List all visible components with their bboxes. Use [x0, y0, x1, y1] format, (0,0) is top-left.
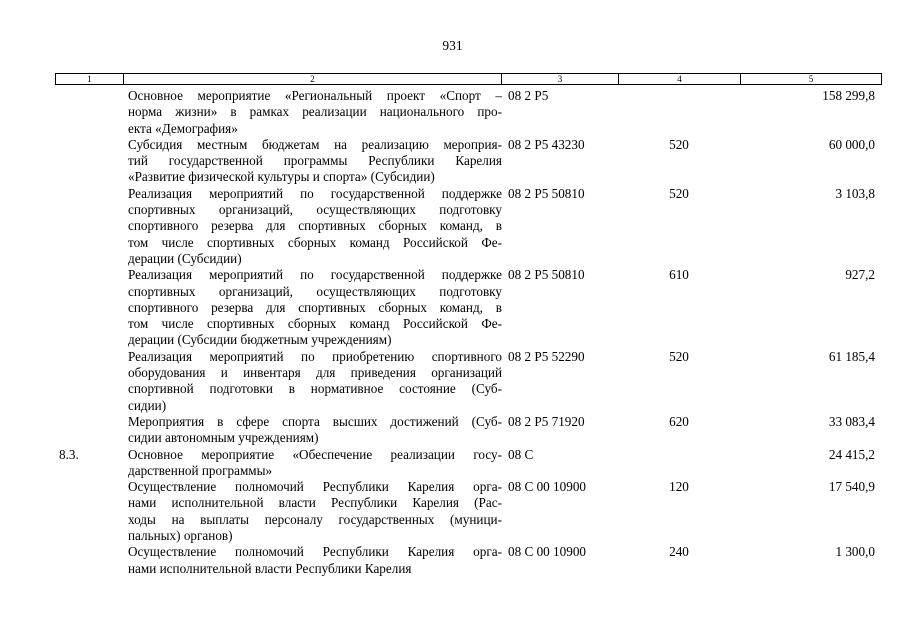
- row-name-line: спортивных организаций, осуществляющих подготовку: [128, 283, 502, 299]
- table-row: [55, 137, 881, 186]
- row-name-line: Реализация мероприятий по приобретению спортивного: [128, 348, 502, 364]
- row-name-line: спортивного резерва для спортивных сборных команд, в: [128, 218, 502, 234]
- column-number-header: [55, 73, 882, 85]
- table-row: [55, 414, 881, 447]
- row-name-line: Основное мероприятие «Региональный проект «Спорт –: [128, 88, 502, 103]
- row-name-line: сидии): [128, 397, 167, 413]
- row-name: [128, 414, 502, 447]
- column-number-5: 5: [741, 74, 882, 85]
- row-name-line: «Развитие физической культуры и спорта» (Субсидии): [128, 169, 435, 185]
- row-name-line: норма жизни» в рамках реализации национального про-: [128, 104, 502, 120]
- row-name-line: том числе спортивных сборных команд Российской Фе-: [128, 316, 502, 332]
- row-name-line: сидии автономным учреждениям): [128, 430, 319, 446]
- row-name: [128, 267, 502, 348]
- row-expense-type: 620: [669, 413, 689, 429]
- row-code: 08 2 P5 50810: [508, 185, 585, 201]
- row-name-line: нами исполнительной власти Республики Карелия: [128, 560, 412, 576]
- row-amount: 3 103,8: [835, 185, 875, 201]
- row-name: [128, 349, 502, 414]
- row-amount: 17 540,9: [828, 479, 875, 495]
- page-number: 931: [442, 38, 463, 53]
- row-name-line: тий государственной программы Республики Карелия: [128, 153, 502, 169]
- row-amount: 158 299,8: [822, 88, 875, 103]
- row-name: [128, 137, 502, 186]
- row-amount: 927,2: [845, 267, 875, 283]
- row-code: 08 2 P5 43230: [508, 136, 585, 152]
- row-name-line: екта «Демография»: [128, 120, 238, 136]
- table-row: [55, 479, 881, 544]
- row-name: [128, 544, 502, 577]
- row-name-line: оборудования и инвентаря для приведения организаций: [128, 365, 502, 381]
- row-code: 08 2 P5 52290: [508, 348, 585, 364]
- table-row: [55, 544, 881, 577]
- row-name-line: Субсидия местным бюджетам на реализацию мероприя-: [128, 136, 502, 152]
- table-row: [55, 447, 881, 480]
- row-name-line: Осуществление полномочий Республики Карелия орга-: [128, 544, 502, 560]
- row-name-line: том числе спортивных сборных команд Российской Фе-: [128, 234, 502, 250]
- row-expense-type: 520: [669, 348, 689, 364]
- row-name-line: Реализация мероприятий по государственной поддержке: [128, 185, 502, 201]
- row-code: 08 С: [508, 446, 534, 462]
- row-expense-type: 240: [669, 544, 689, 560]
- row-name-line: нами исполнительной власти Республики Карелия (Рас-: [128, 495, 502, 511]
- column-number-1: 1: [56, 74, 124, 85]
- table-row: [55, 186, 881, 267]
- row-code: 08 С 00 10900: [508, 479, 587, 495]
- row-amount: 61 185,4: [828, 348, 875, 364]
- row-number: 8.3.: [59, 446, 79, 462]
- budget-table-body: [55, 88, 881, 577]
- row-code: 08 2 P5 71920: [508, 413, 585, 429]
- row-name-line: дерации (Субсидии): [128, 250, 242, 266]
- row-name-line: пальных) органов): [128, 528, 233, 544]
- column-number-2: 2: [124, 74, 502, 85]
- row-name: [128, 186, 502, 267]
- row-amount: 60 000,0: [828, 136, 875, 152]
- row-amount: 1 300,0: [835, 544, 875, 560]
- row-amount: 33 083,4: [828, 413, 875, 429]
- row-name-line: дерации (Субсидии бюджетным учреждениям): [128, 332, 392, 348]
- table-row: [55, 88, 881, 137]
- row-code: 08 2 P5 50810: [508, 267, 585, 283]
- row-name: [128, 479, 502, 544]
- row-name-line: Основное мероприятие «Обеспечение реализации госу-: [128, 446, 502, 462]
- row-expense-type: 520: [669, 185, 689, 201]
- row-name-line: дарственной программы»: [128, 462, 273, 478]
- row-expense-type: 520: [669, 136, 689, 152]
- row-name: [128, 447, 502, 480]
- row-name-line: спортивного резерва для спортивных сборных команд, в: [128, 299, 502, 315]
- column-number-3: 3: [502, 74, 619, 85]
- row-name: [128, 88, 502, 137]
- row-name-line: спортивных организаций, осуществляющих подготовку: [128, 202, 502, 218]
- row-expense-type: 610: [669, 267, 689, 283]
- row-expense-type: 120: [669, 479, 689, 495]
- row-code: 08 2 P5: [508, 88, 549, 103]
- row-name-line: Реализация мероприятий по государственной поддержке: [128, 267, 502, 283]
- row-name-line: Мероприятия в сфере спорта высших достижений (Суб-: [128, 413, 502, 429]
- row-name-line: спортивной подготовки в нормативное состояние (Суб-: [128, 381, 502, 397]
- row-name-line: ходы на выплаты персоналу государственных (муници-: [128, 511, 502, 527]
- table-row: [55, 349, 881, 414]
- row-code: 08 С 00 10900: [508, 544, 587, 560]
- row-amount: 24 415,2: [828, 446, 875, 462]
- table-row: [55, 267, 881, 348]
- column-number-4: 4: [619, 74, 741, 85]
- row-name-line: Осуществление полномочий Республики Карелия орга-: [128, 479, 502, 495]
